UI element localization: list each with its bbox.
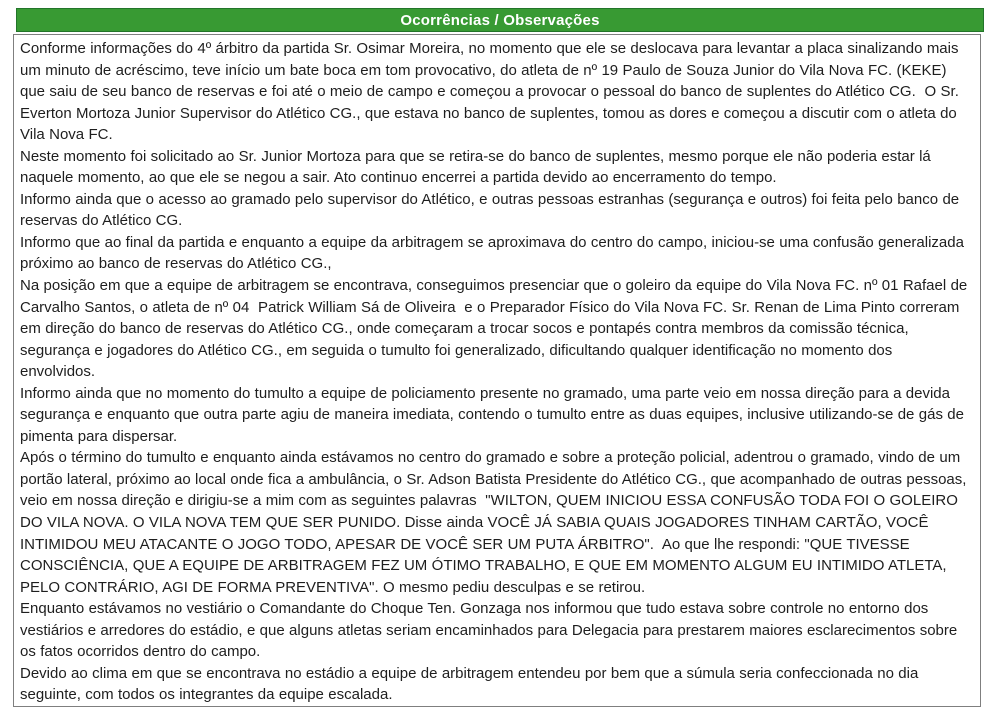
report-paragraph: Informo ainda que o acesso ao gramado pelo supervisor do Atlético, e outras pessoas estranhas (segurança e outros) foi feita pelo banco de reservas do Atlético CG. [20, 190, 964, 230]
report-paragraph: Após o término do tumulto e enquanto ainda estávamos no centro do gramado e sobre a proteção policial, adentrou o gramado, vindo de um portão lateral, próximo ao local onde fica a ambulância, o Sr. Adson Batista Presidente do Atlético CG., que acompanhado de outras pessoas, veio em nossa direção e dirigiu-se a mim com as seguintes palavras "WILTON, QUEM INICIOU ESSA CONFUSÃO TODA FOI O GOLEIRO DO VILA NOVA. O VILA NOVA TEM QUE SER PUNIDO. Disse ainda VOCÊ JÁ SABIA QUAIS JOGADORES TINHAM CARTÃO, VOCÊ INTIMIDOU MEU ATACANTE O JOGO TODO, APESAR DE VOCÊ SER UM PUTA ÁRBITRO". Ao que lhe respondi: "QUE TIVESSE CONSCIÊNCIA, QUE A EQUIPE DE ARBITRAGEM FEZ UM ÓTIMO TRABALHO, E QUE EM MOMENTO ALGUM EU INTIMIDO ATLETA, PELO CONTRÁRIO, AGI DE FORMA PREVENTIVA". O mesmo pediu desculpas e se retirou. [20, 449, 971, 596]
section-header [16, 8, 984, 32]
report-body [13, 34, 981, 707]
report-paragraph: Conforme informações do 4º árbitro da partida Sr. Osimar Moreira, no momento que ele se deslocava para levantar a placa sinalizando mais um minuto de acréscimo, teve início um bate boca em tom provocativo, do atleta de nº 19 Paulo de Souza Junior do Vila Nova FC. (KEKE) que saiu de seu banco de reservas e foi até o meio de campo e começou a provocar o pessoal do banco de suplentes do Atlético CG. O Sr. Everton Mortoza Junior Supervisor do Atlético CG., que estava no banco de suplentes, tomou as dores e começou a discutir com o atleta do Vila Nova FC. [20, 40, 964, 144]
report-paragraph: Devido ao clima em que se encontrava no estádio a equipe de arbitragem entendeu por bem que a súmula seria confeccionada no dia seguinte, com todos os integrantes da equipe escalada. [20, 664, 923, 704]
report-paragraph: Neste momento foi solicitado ao Sr. Junior Mortoza para que se retira-se do banco de suplentes, mesmo porque ele não poderia estar lá naquele momento, ao que ele se negou a sair. Ato continuo encerrei a partida devido ao encerramento do tempo. [20, 147, 936, 187]
report-paragraph: Enquanto estávamos no vestiário o Comandante do Choque Ten. Gonzaga nos informou que tudo estava sobre controle no entorno dos vestiários e arredores do estádio, e que alguns atletas seriam encaminhados para Delegacia para prestarem maiores esclarecimentos sobre os fatos ocorridos dentro do campo. [20, 600, 962, 661]
report-paragraph: Na posição em que a equipe de arbitragem se encontrava, conseguimos presenciar que o goleiro da equipe do Vila Nova FC. nº 01 Rafael de Carvalho Santos, o atleta de nº 04 Patrick William Sá de Oliveira e o Preparador Físico do Vila Nova FC. Sr. Renan de Lima Pinto correram em direção do banco de reservas do Atlético CG., onde começaram a trocar socos e pontapés contra membros da comissão técnica, segurança e jogadores do Atlético CG., em seguida o tumulto foi generalizado, dificultando qualquer identificação no momento dos envolvidos. [20, 277, 972, 381]
section-title: Ocorrências / Observações [400, 11, 600, 29]
report-paragraph: Informo ainda que no momento do tumulto a equipe de policiamento presente no gramado, uma parte veio em nossa direção para a devida segurança e enquanto que outra parte agiu de maneira imediata, contendo o tumulto entre as duas equipes, inclusive utilizando-se de gás de pimenta para dispersar. [20, 384, 969, 445]
report-paragraph: Informo que ao final da partida e enquanto a equipe da arbitragem se aproximava do centro do campo, iniciou-se uma confusão generalizada próximo ao banco de reservas do Atlético CG., [20, 233, 969, 273]
